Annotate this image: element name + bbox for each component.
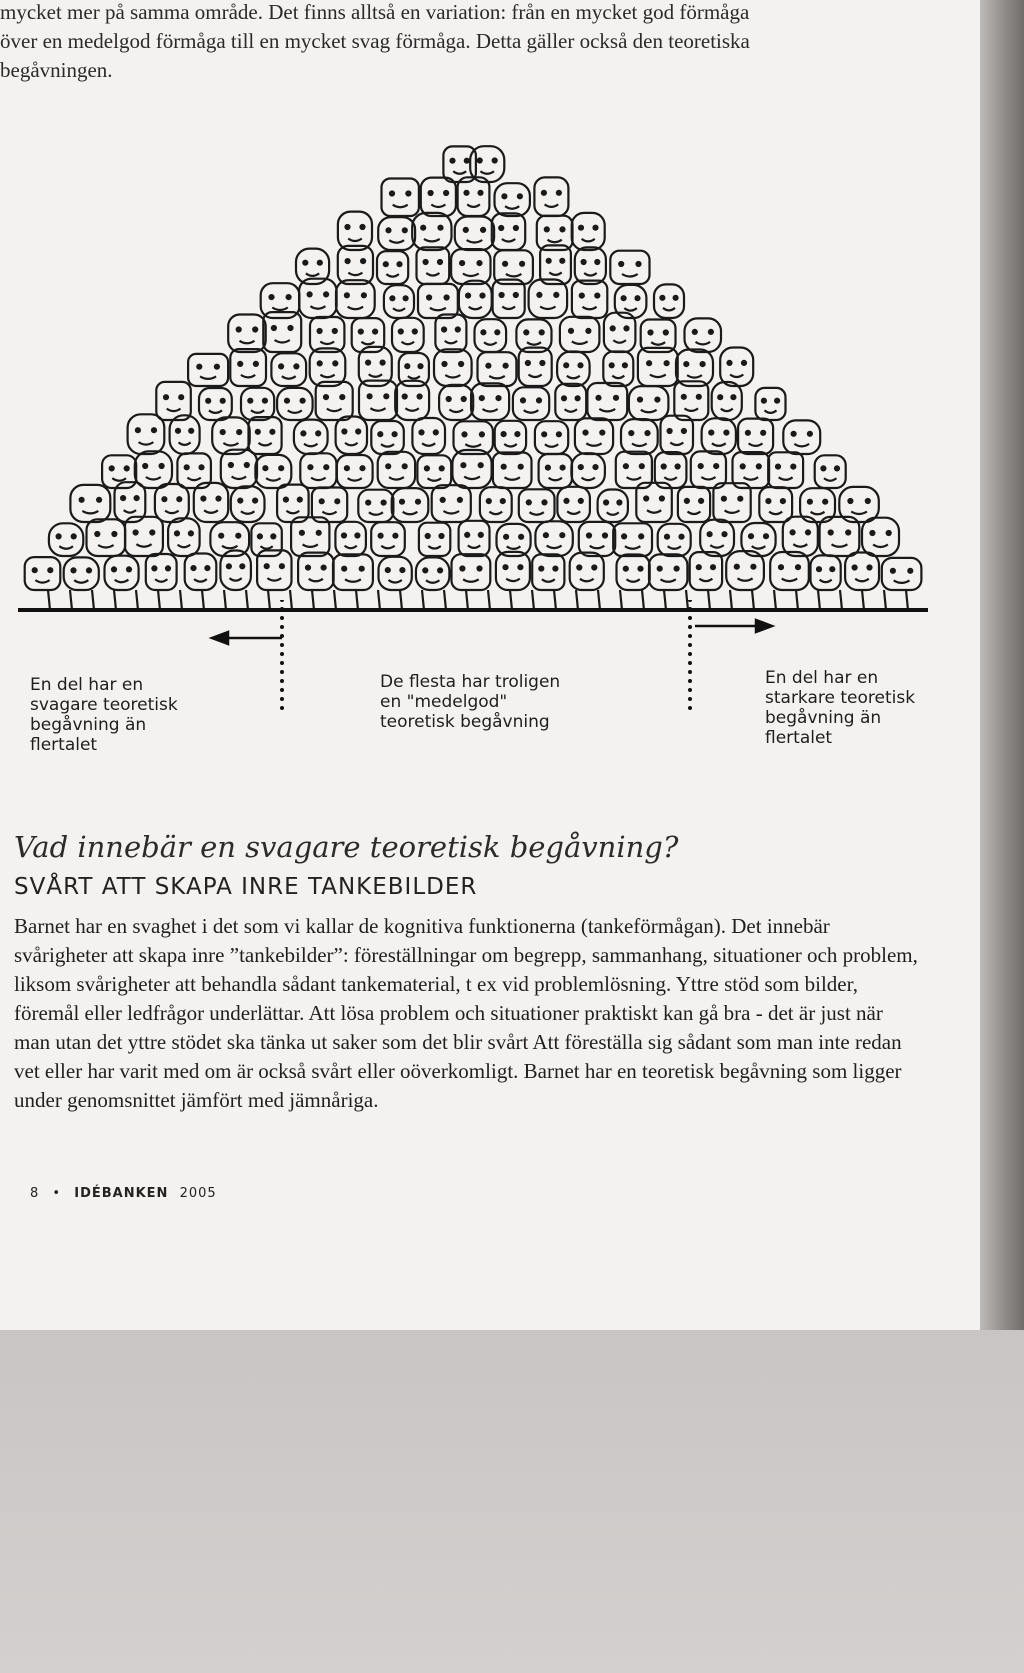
crowd-face [230, 349, 266, 386]
crowd-face [382, 179, 419, 217]
crowd-face [755, 388, 785, 420]
crowd-face [412, 418, 445, 454]
crowd-face [335, 522, 366, 556]
separator-dot [280, 697, 284, 701]
crowd-face [532, 554, 564, 590]
crowd-face [87, 519, 126, 556]
section-subheading: SVÅRT ATT SKAPA INRE TANKEBILDER [14, 874, 478, 900]
crowd-face [690, 552, 722, 590]
crowd-face [493, 453, 532, 489]
crowd-face [310, 348, 346, 386]
crowd-face [535, 521, 572, 556]
crowd-face [535, 421, 568, 454]
crowd-face [199, 388, 232, 420]
crowd-face [557, 352, 590, 387]
crowd-face [570, 553, 604, 590]
crowd-face [534, 177, 568, 216]
crowd-face [338, 246, 373, 284]
crowd-face [610, 251, 649, 284]
crowd-face [439, 385, 473, 420]
crowd-face [300, 453, 336, 488]
crowd-face [513, 387, 549, 420]
crowd-face [845, 553, 879, 591]
crowd-face [811, 555, 841, 590]
separator-dot [688, 661, 692, 665]
crowd-face [379, 557, 412, 590]
crowd-face [416, 557, 450, 590]
crowd-face [170, 415, 200, 454]
crowd-face [770, 552, 809, 590]
body-paragraph [14, 912, 919, 1115]
publication-name: IDÉBANKEN [74, 1186, 169, 1201]
separator-dot [280, 643, 284, 647]
crowd-face [241, 388, 274, 420]
crowd-face [384, 285, 414, 318]
crowd-face [271, 353, 306, 386]
crowd-face [674, 381, 708, 420]
body-text: Barnet har en svaghet i det som vi kallar de kognitiva funktionerna (tankeförmågan). Det innebär svårigheter att skapa inre ”tankebilder”: föreställningar om begrepp, sammanhang, situationer och problem, liksom svårigheter att behandla sådant tankematerial, t ex vid problemlösning. Yttre stöd som bilder, föremål eller ledfrågor underlättar. Att lösa problem och situationer praktiskt kan gå bra - det är just när man utan det yttre stödet ska tänka ut saker som det blir svårt Att föreställa sig sådant som man inte redan vet eller har varit med om är också svårt eller oöverkomligt. Barnet har en teoretisk begåvning som ligger under genomsnittet jämfört med jämnåriga. [14, 914, 918, 1112]
crowd-face [700, 520, 734, 556]
crowd-face [629, 386, 669, 420]
crowd-face [418, 284, 458, 318]
crowd-face [417, 455, 451, 488]
crowd-face [294, 420, 328, 454]
crowd-face [658, 524, 691, 556]
scan-background [0, 1330, 1024, 1673]
crowd-face [25, 557, 61, 590]
crowd-face [421, 178, 456, 216]
crowd-face [70, 485, 110, 522]
separator-dot [280, 670, 284, 674]
crowd-face [475, 319, 507, 352]
crowd-face [452, 554, 491, 590]
separator-dot [688, 679, 692, 683]
crowd-face [338, 212, 372, 250]
crowd-face [759, 487, 792, 522]
separator-dot [688, 616, 692, 620]
crowd-face [316, 382, 353, 420]
crowd-face [49, 523, 83, 556]
crowd-face [654, 284, 684, 318]
crowd-face [720, 348, 753, 387]
crowd-face [221, 450, 257, 488]
crowd-face [168, 518, 200, 556]
crowd-face [478, 352, 517, 386]
crowd-face [613, 523, 652, 556]
page-edge-shadow [980, 0, 1024, 1330]
crowd-face [768, 452, 803, 488]
crowd-face [336, 417, 367, 455]
crowd-face [603, 352, 633, 387]
crowd-face [434, 349, 472, 386]
crowd-face [277, 388, 313, 420]
crowd-face [617, 555, 650, 591]
crowd-bell-curve-illustration [18, 120, 933, 620]
crowd-face [783, 420, 820, 454]
crowd-face [529, 280, 568, 319]
crowd-face [452, 450, 491, 488]
crowd-face [146, 554, 177, 590]
crowd-face [519, 489, 555, 522]
crowd-face [557, 487, 590, 522]
crowd-face [572, 213, 605, 250]
crowd-face [587, 383, 627, 420]
separator-dot [688, 634, 692, 638]
crowd-face [492, 213, 525, 250]
crowd-face [678, 487, 710, 522]
separator-dot [280, 652, 284, 656]
crowd-face [638, 348, 678, 386]
crowd-face [458, 177, 490, 216]
crowd-face [738, 419, 773, 454]
crowd-face [412, 213, 451, 250]
separator-dot [280, 600, 284, 602]
separator-dot [280, 616, 284, 620]
crowd-face [371, 522, 405, 556]
crowd-face [471, 383, 509, 420]
separator-dot [688, 670, 692, 674]
crowd-face [661, 416, 694, 454]
crowd-face [519, 348, 552, 386]
separator-dot [688, 706, 692, 710]
right-arrowhead [756, 620, 772, 632]
crowd-face [495, 183, 530, 216]
separator-dot [280, 625, 284, 629]
crowd-face [358, 490, 393, 522]
crowd-face [155, 484, 189, 522]
crowd-face [228, 315, 266, 353]
crowd-face [685, 318, 722, 352]
crowd-face [185, 554, 217, 591]
crowd-face [621, 419, 658, 454]
crowd-face [135, 451, 172, 488]
crowd-face [336, 280, 375, 318]
crowd-face [702, 418, 736, 454]
separator-dot [280, 706, 284, 710]
separator-dot [280, 661, 284, 665]
caption-average: De flesta har troligen en "medelgod" teoretisk begåvning [380, 672, 561, 732]
question-heading: Vad innebär en svagare teoretisk begåvning? [14, 830, 679, 864]
caption-stronger: En del har en starkare teoretisk begåvning än flertalet [765, 668, 916, 748]
crowd-face [435, 315, 466, 353]
crowd-face [255, 455, 291, 488]
separator-dot [280, 679, 284, 683]
intro-line: över en medelgod förmåga till en mycket svag förmåga. Detta gäller också den teoretiska [0, 29, 750, 53]
crowd-face [291, 517, 329, 556]
crowd-face [480, 487, 512, 522]
crowd-face [310, 317, 344, 352]
separator-dot [688, 607, 692, 611]
crowd-face [333, 554, 373, 590]
page-footer [30, 1186, 217, 1201]
crowd-face [377, 251, 408, 284]
crowd-face [555, 384, 586, 420]
crowd-face [575, 418, 613, 454]
separator-dot [688, 643, 692, 647]
crowd-face [392, 318, 424, 352]
crowd-face [419, 523, 450, 556]
crowd-face [815, 455, 846, 488]
crowd-face [459, 281, 492, 318]
crowd-face [540, 245, 571, 284]
crowd-face [712, 382, 742, 420]
crowd-face [455, 217, 494, 251]
crowd-face [575, 247, 606, 284]
separator-dot [688, 697, 692, 701]
crowd-face [337, 455, 373, 488]
crowd-face [579, 522, 615, 556]
crowd-face [571, 453, 605, 488]
crowd-face [249, 417, 282, 454]
crowd-face [212, 417, 250, 454]
crowd-face [649, 554, 687, 590]
separator-dot [688, 688, 692, 692]
separator-dot [688, 600, 692, 602]
caption-weaker: En del har en svagare teoretisk begåvning än flertalet [30, 675, 178, 755]
crowd-face [882, 558, 922, 590]
publication-year: 2005 [179, 1186, 217, 1201]
footer-separator: • [52, 1186, 62, 1201]
crowd-face [459, 521, 490, 556]
crowd-face [495, 421, 526, 454]
crowd-face [432, 485, 471, 522]
crowd-face [560, 317, 600, 352]
intro-line: mycket mer på samma område. Det finns alltså en variation: från en mycket god förmåga [0, 0, 750, 24]
crowd-face [128, 414, 165, 454]
crowd-face [862, 518, 899, 556]
crowd-face [378, 452, 415, 488]
crowd-face [539, 454, 572, 488]
left-arrowhead [212, 632, 228, 644]
crowd-face [64, 557, 99, 590]
crowd-face [298, 553, 334, 590]
crowd-face [188, 354, 228, 386]
crowd-face [417, 247, 450, 284]
crowd-face [493, 280, 525, 318]
crowd-face [496, 552, 530, 590]
crowd-face [392, 488, 429, 522]
separator-dot [280, 607, 284, 611]
crowd-face [378, 217, 415, 250]
crowd-face [451, 249, 490, 284]
crowd-face [572, 281, 607, 318]
separator-dot [688, 625, 692, 629]
separator-dot [280, 688, 284, 692]
intro-paragraph [0, 0, 960, 85]
intro-line: begåvningen. [0, 58, 113, 82]
page-number: 8 [30, 1186, 40, 1201]
separator-dot [280, 634, 284, 638]
crowd-face [231, 486, 265, 522]
crowd-face [105, 556, 139, 590]
separator-dot [688, 652, 692, 656]
crowd-face [598, 490, 628, 523]
crowd-face [371, 421, 404, 454]
